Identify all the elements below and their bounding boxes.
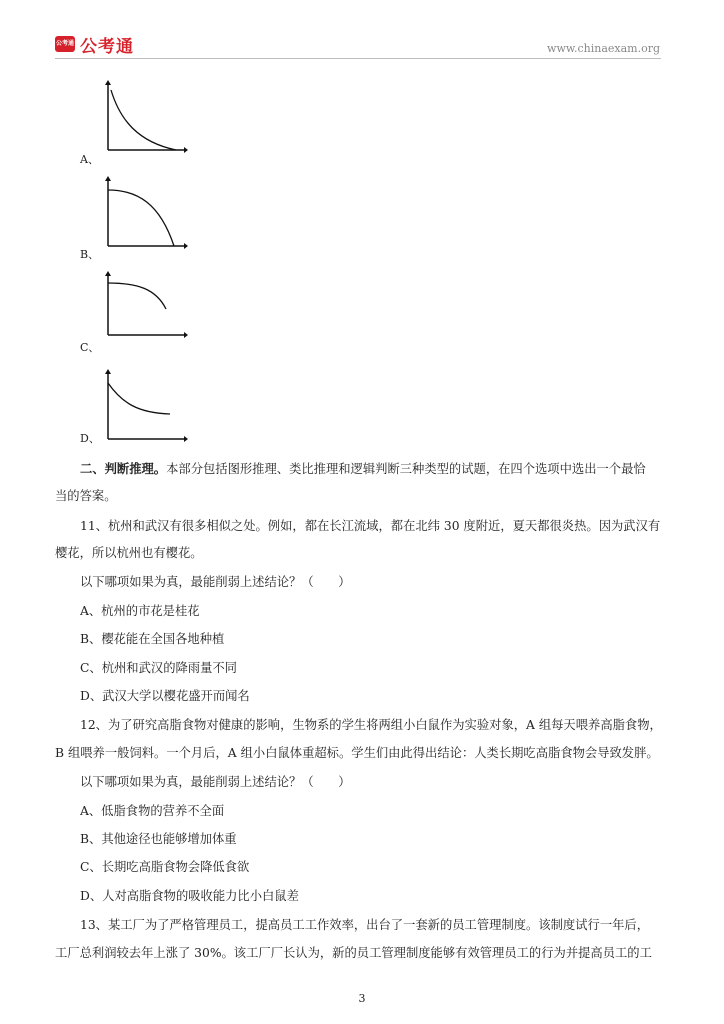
graph-b-concave-down-curve-to-zero-icon	[98, 176, 190, 252]
q12-option-a[interactable]: A、低脂食物的营养不全面	[80, 804, 225, 818]
q12-option-d[interactable]: D、人对高脂食物的吸收能力比小白鼠差	[80, 889, 299, 903]
section-intro-text: 本部分包括图形推理、类比推理和逻辑判断三种类型的试题，在四个选项中选出一个最恰	[166, 462, 646, 476]
graph-d-decay-curve-to-plateau-icon	[98, 369, 190, 445]
q12-option-b[interactable]: B、其他途径也能够增加体重	[80, 832, 237, 846]
section-intro-line-1	[80, 460, 670, 478]
q12-stem-line-1: 12、为了研究高脂食物对健康的影响，生物系的学生将两组小白鼠作为实验对象，A 组每天喂养高脂食物，	[80, 718, 662, 732]
q13-stem-line-2: 工厂总利润较去年上涨了 30%。该工厂厂长认为，新的员工管理制度能够有效管理员工的行为并提高员工的工	[55, 946, 652, 960]
section-intro-line-2: 当的答案。	[55, 489, 117, 503]
section-heading: 二、判断推理。	[80, 461, 167, 476]
q11-option-b[interactable]: B、樱花能在全国各地种植	[80, 632, 225, 646]
q12-option-c[interactable]: C、长期吃高脂食物会降低食欲	[80, 860, 250, 874]
q11-stem-line-1: 11、杭州和武汉有很多相似之处。例如，都在长江流域，都在北纬 30 度附近，夏天都很炎热。因为武汉有	[80, 519, 661, 533]
page-number: 3	[358, 992, 366, 1005]
q11-prompt: 以下哪项如果为真，最能削弱上述结论？（ ）	[80, 575, 351, 589]
logo-badge: 公考通	[55, 36, 75, 52]
q11-option-d[interactable]: D、武汉大学以樱花盛开而闻名	[80, 689, 250, 703]
header-divider	[55, 58, 661, 59]
q11-stem-line-2: 樱花，所以杭州也有樱花。	[55, 546, 203, 560]
graph-option-label-d: D、	[80, 432, 100, 445]
graph-option-label-c: C、	[80, 341, 100, 354]
graph-option-label-b: B、	[80, 248, 100, 261]
graph-c-gentle-decline-curve-icon	[98, 271, 190, 347]
q11-option-c[interactable]: C、杭州和武汉的降雨量不同	[80, 661, 237, 675]
site-url[interactable]: www.chinaexam.org	[547, 42, 660, 55]
q11-option-a[interactable]: A、杭州的市花是桂花	[80, 604, 200, 618]
graph-a-decay-curve-to-zero-icon	[98, 80, 190, 156]
q12-prompt: 以下哪项如果为真，最能削弱上述结论？（ ）	[80, 775, 351, 789]
q13-stem-line-1: 13、某工厂为了严格管理员工，提高员工工作效率，出台了一套新的员工管理制度。该制度试行一年后，	[80, 918, 650, 932]
graph-option-label-a: A、	[80, 153, 99, 166]
q12-stem-line-2: B 组喂养一般饲料。一个月后，A 组小白鼠体重超标。学生们由此得出结论：人类长期吃高脂食物会导致发胖。	[55, 746, 659, 760]
logo-text: 公考通	[80, 37, 134, 57]
